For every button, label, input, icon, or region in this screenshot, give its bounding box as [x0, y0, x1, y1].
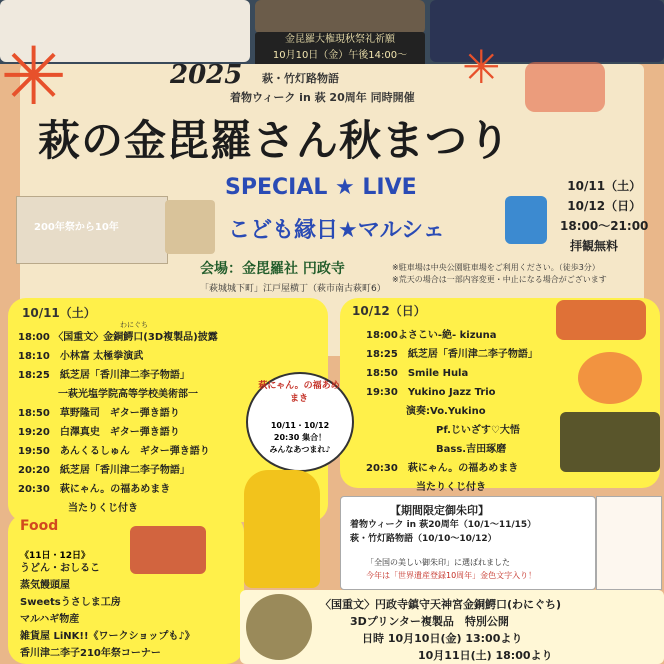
- hula-illustration: [578, 352, 642, 404]
- food-vendor-list: [20, 560, 195, 662]
- goshuin-line-bamboo: 萩・竹灯路物語（10/10～10/12）: [350, 534, 497, 544]
- poster-caption: 200年祭から10年: [34, 222, 119, 233]
- date-saturday: 10/11（土）: [567, 179, 642, 193]
- schedule-row: 19:30 Yukino Jazz Trio: [366, 387, 496, 398]
- banner-caption: 金昆羅大権現秋祭礼祈願: [285, 34, 395, 45]
- list-item: 香川津二李子210年祭コーナー: [20, 648, 161, 659]
- schedule-row: 18:50 草野隆司 ギター弾き語り: [18, 408, 180, 419]
- cat-mascot-illustration: [244, 470, 320, 588]
- gong-image: [246, 594, 312, 660]
- goshuin-info: [350, 518, 536, 546]
- dancer-illustration: [556, 300, 646, 340]
- shrine-photo-center: [255, 0, 425, 34]
- subtitle-bamboo-lantern: 萩・竹灯路物語: [262, 72, 339, 85]
- schedule-row: 18:25 紙芝居「香川津二李子物語」: [366, 349, 538, 360]
- waniguchi-ruby: わにぐち: [120, 321, 148, 329]
- schedule-row: 演奏:Vo.Yukino: [366, 406, 486, 417]
- waniguchi-title: 〈国重文〉円政寺鎮守天神宮金銅鰐口(わにぐち): [320, 598, 562, 611]
- event-dates: [560, 176, 648, 236]
- bubble-time: 20:30 集合！: [273, 433, 327, 442]
- schedule-row: 19:20 白澤真史 ギター弾き語り: [18, 427, 180, 438]
- banner-date: 10月10日（金）午後14:00～: [272, 50, 408, 61]
- list-item: 雑貨屋 LiNK!!《ワークショップも♪》: [20, 631, 195, 642]
- date-sunday: 10/12（日）: [567, 199, 642, 213]
- saturday-tab: 10/11（土）: [22, 306, 96, 320]
- goshuin-stamp-image: [596, 496, 662, 590]
- schedule-row: 18:00 〈国重文〉金銅鰐口(3D複製品)披露: [18, 332, 218, 343]
- schedule-row: 一萩光塩学院高等学校美術部一: [18, 389, 198, 400]
- schedule-row: 当たりくじ付き: [18, 503, 138, 514]
- schedule-row: 18:50 Smile Hula: [366, 368, 469, 379]
- maple-leaf-icon-right: ✳: [462, 40, 501, 94]
- list-item: Sweetsうさしま工房: [20, 597, 121, 608]
- parking-note: ※駐車場は中央公園駐車場をご利用ください。（徒歩3分）: [392, 263, 600, 272]
- list-item: うどん・おしるこ: [20, 563, 100, 574]
- weather-note: ※荒天の場合は一部内容変更・中止になる場合がございます: [392, 275, 607, 284]
- waniguchi-date-2: 10月11日(土) 18:00より: [418, 649, 553, 662]
- subtitle-kimono-week: 着物ウィーク in 萩 20周年 同時開催: [230, 91, 415, 104]
- festival-prayer-banner: [255, 32, 425, 68]
- schedule-row: Pf.じいざす♡大悟: [366, 425, 520, 436]
- shelf-child-illustration: [165, 200, 215, 254]
- bubble-callout: みんなあつまれ♪: [269, 445, 331, 454]
- bubble-title: 萩にゃん。の福あめまき: [258, 381, 340, 404]
- violin-piano-illustration: [560, 412, 660, 472]
- kids-fair-heading: こども縁日★マルシェ: [228, 218, 445, 243]
- waniguchi-subtitle: 3Dプリンター複製品 特別公開: [350, 615, 509, 628]
- goshuin-note-award: 「全国の美しい御朱印」に選ばれました: [366, 558, 510, 567]
- list-item: マルハギ物産: [20, 614, 80, 625]
- food-tab: Food: [20, 518, 59, 534]
- venue-address: 「萩城城下町」江戸屋横丁（萩市南古萩町6）: [200, 284, 386, 294]
- sunday-tab: 10/12（日）: [352, 304, 426, 318]
- schedule-row: Bass.吉田琢磨: [366, 444, 507, 455]
- bubble-dates: 10/11・10/12: [270, 421, 330, 430]
- notes: [392, 262, 607, 286]
- schedule-row: 18:25 紙芝居「香川津二李子物語」: [18, 370, 190, 381]
- sunday-schedule: [366, 326, 538, 497]
- schedule-row: 当たりくじ付き: [366, 482, 486, 493]
- maple-leaf-icon: ✳: [0, 30, 68, 123]
- dj-child-illustration: [505, 196, 547, 244]
- kimono-children-illustration: [525, 62, 605, 112]
- schedule-row: 19:50 あんくるしゅん ギター弾き語り: [18, 446, 210, 457]
- goshuin-line-kimono: 着物ウィーク in 萩20周年（10/1～11/15）: [350, 520, 537, 530]
- event-year: 2025: [170, 60, 243, 90]
- schedule-row: 20:30 萩にゃん。の福あめまき: [366, 463, 519, 474]
- schedule-row: 20:30 萩にゃん。の福あめまき: [18, 484, 171, 495]
- goshuin-note-gold: 今年は「世界遺産登録10周年」金色文字入り！: [366, 571, 537, 580]
- schedule-row: 18:10 小林富 太極拳演武: [18, 351, 144, 362]
- list-item: 蒸気饅頭屋: [20, 580, 70, 591]
- venue-label: 会場：金毘羅社 円政寺: [200, 261, 345, 277]
- schedule-row: 20:20 紙芝居「香川津二李子物語」: [18, 465, 190, 476]
- schedule-row: 18:00よさこい-絶- kizuna: [366, 330, 497, 341]
- page-title: 萩の金毘羅さん秋まつり: [38, 116, 512, 165]
- saturday-schedule: [18, 328, 218, 518]
- food-days: 《11日・12日》: [20, 551, 91, 561]
- goshuin-title: 【期間限定御朱印】: [390, 504, 489, 517]
- special-live-heading: SPECIAL ★ LIVE: [225, 175, 417, 200]
- waniguchi-info: [320, 596, 561, 664]
- free-admission: 拝観無料: [570, 239, 619, 253]
- waniguchi-date-1: 日時 10月10日(金) 13:00より: [362, 632, 523, 645]
- event-time: 18:00～21:00: [560, 219, 649, 233]
- goshuin-notes: [366, 556, 536, 582]
